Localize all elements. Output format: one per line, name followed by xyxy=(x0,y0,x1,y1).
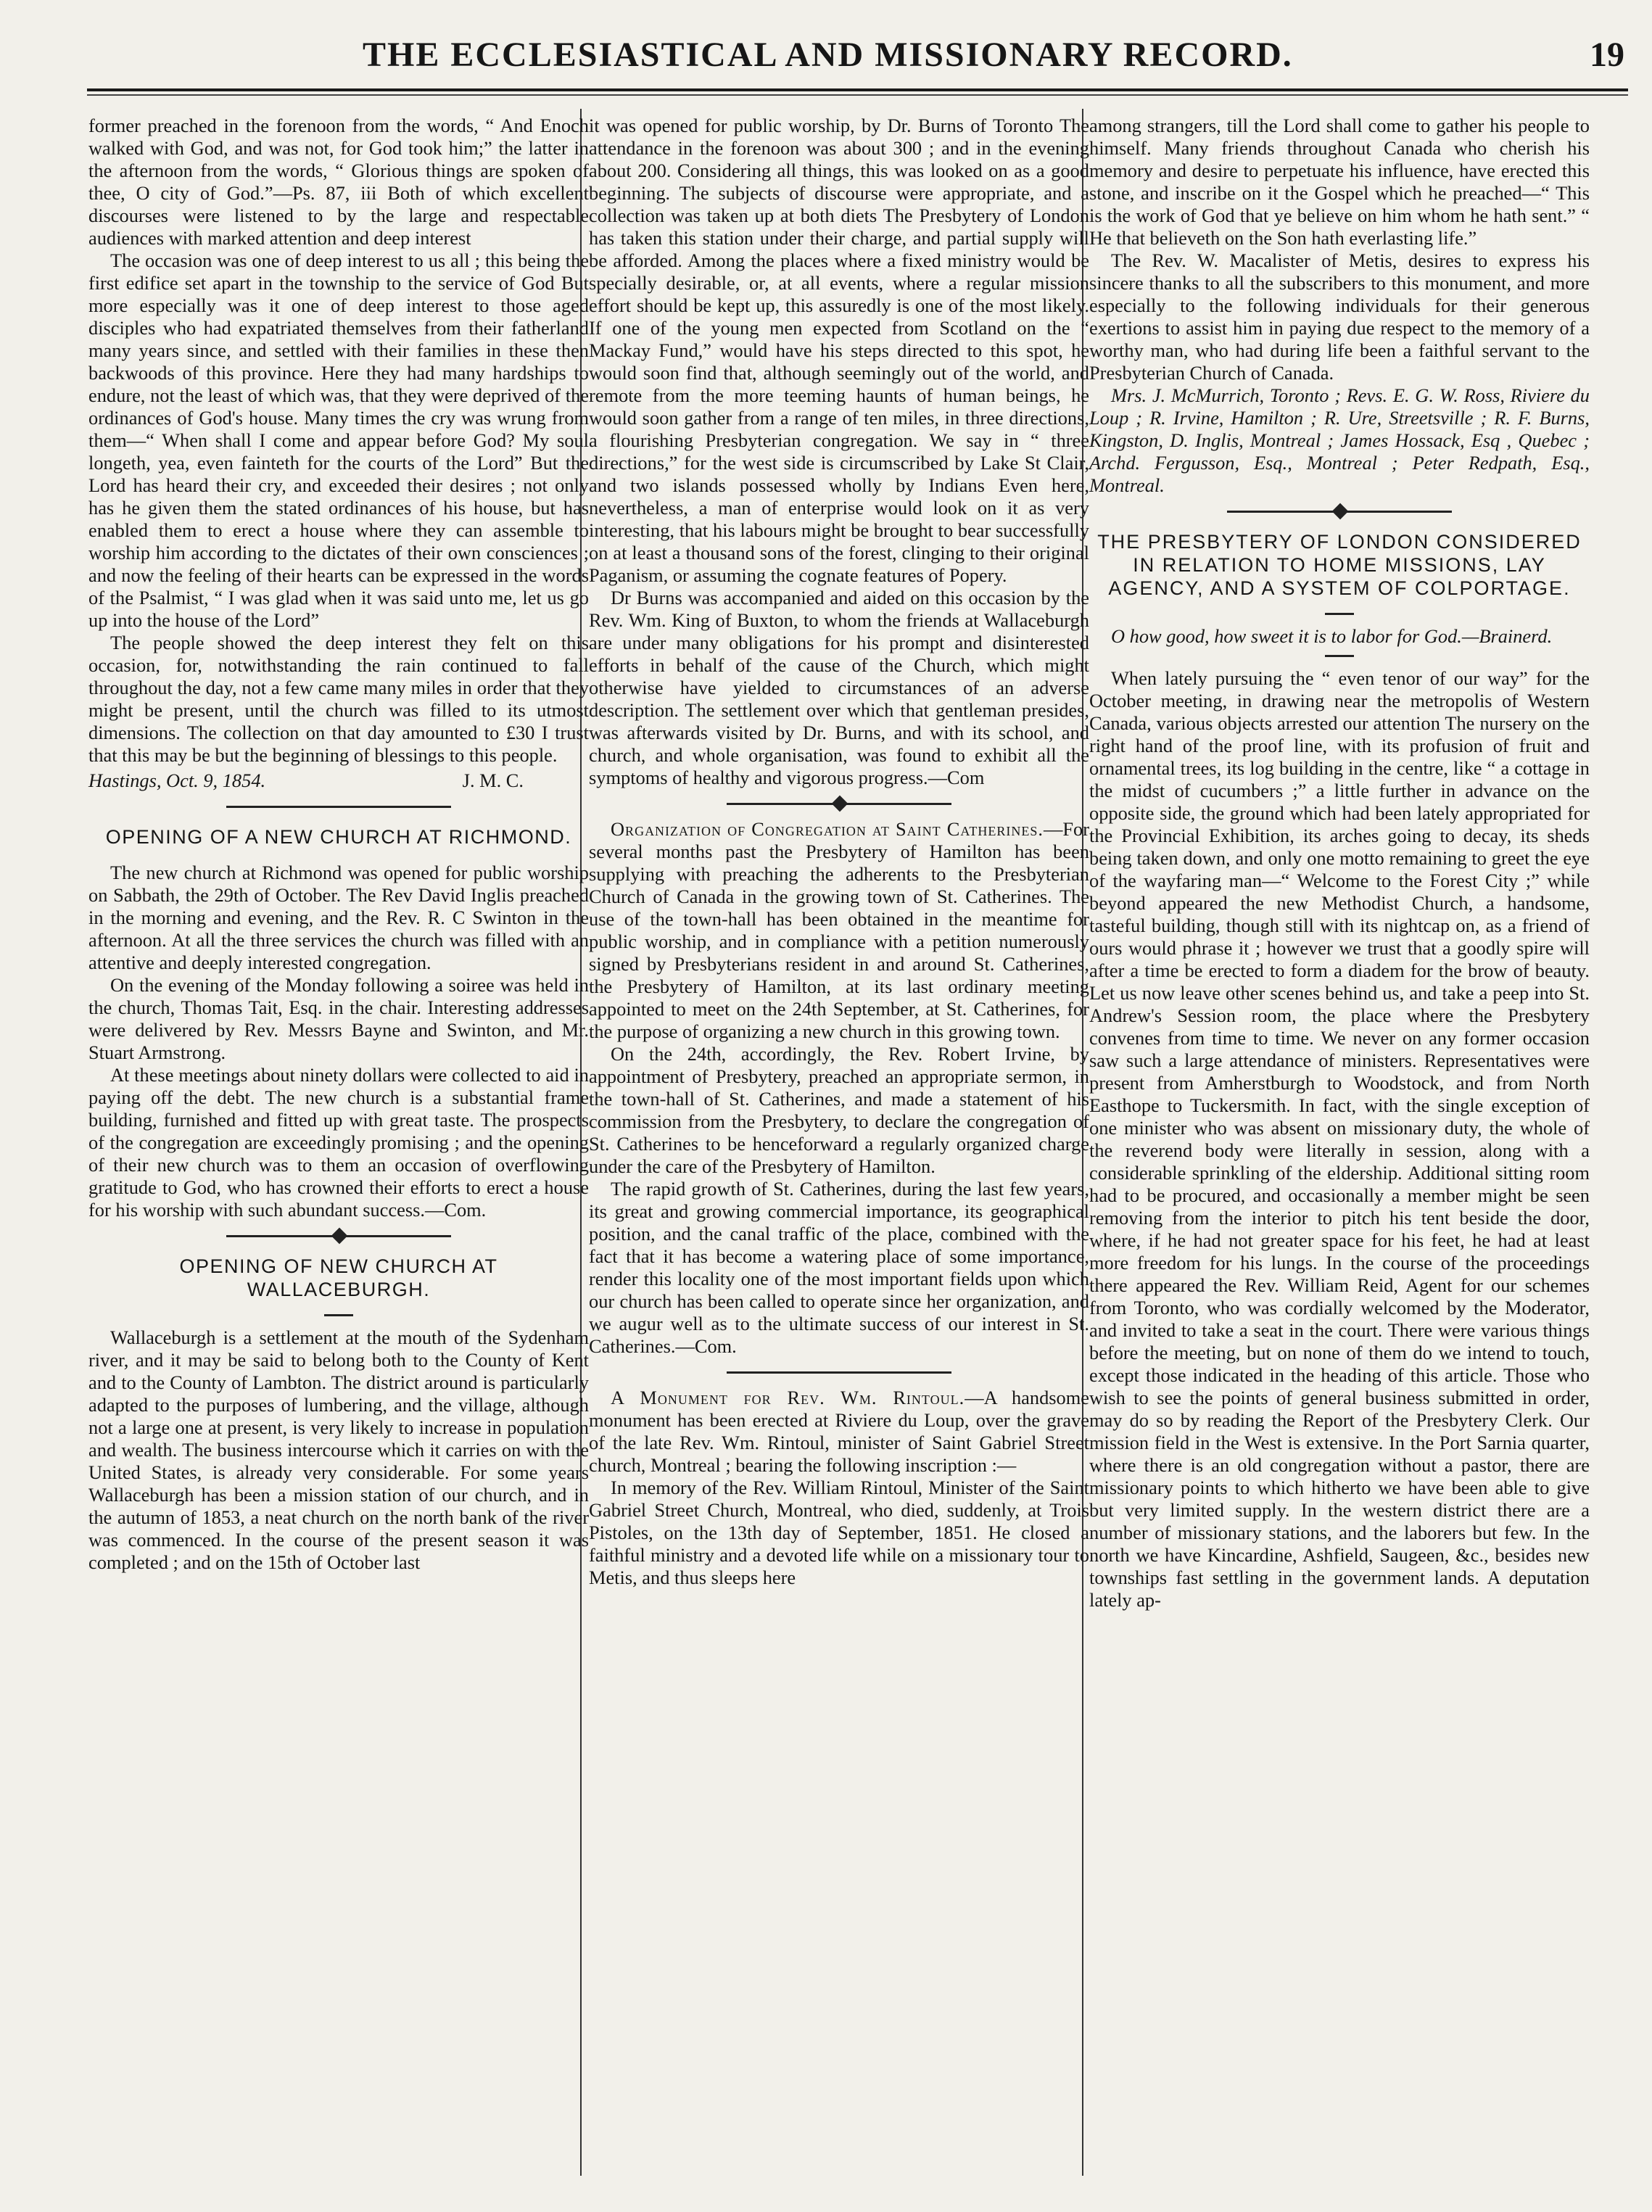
paragraph: The occasion was one of deep interest to us all ; this being the first edifice set apart in the township to the service of God But more especially was it one of deep interest to those aged disciples who had expatriated themselves from their fatherland many years since, and settled with their families in these then backwoods of this province. Here they had many hardships to endure, not the least of which was, that they were deprived of the ordinances of God's house. Many times the cry was wrung from them—“ When shall I come and appear before God? My soul longeth, yea, even fainteth for the courts of the Lord” But the Lord has heard their cry, and exceeded their desires ; not only has he given them the stated ordinances of his house, but has enabled them to erect a house where they can assemble to worship him according to the dictates of their own consciences ; and now the feeling of their hearts can be expressed in the words of the Psalmist, “ I was glad when it was said unto me, let us go up into the house of the Lord” xyxy=(88,249,589,631)
epigraph: O how good, how sweet it is to labor for God.—Brainerd. xyxy=(1111,625,1553,647)
paragraph-text: —For several months past the Presbytery of Hamilton has been supplying with preaching the adherents to the Presbyterian Church of Canada in the growing town of St. Catherines. The use of the town-hall has been obtained in the meantime for public worship, and in compliance with a petition numerously signed by Presbyterians resident in and around St. Catherines, the Presbytery of Hamilton, at its last ordinary meeting appointed to meet on the 24th September, at St. Catherines, for the purpose of organizing a new church in this growing town. xyxy=(589,818,1089,1042)
section-divider xyxy=(589,1358,1089,1387)
page-header xyxy=(87,29,1624,87)
paragraph-text: —A handsome monument has been erected at Riviere du Loup, over the grave of the late Rev. Wm. Rintoul, minister of Saint Gabriel Street church, Montreal ; bearing the following inscription :— xyxy=(589,1387,1089,1476)
article-heading-richmond: OPENING OF A NEW CHURCH AT RICHMOND. xyxy=(105,826,572,848)
paragraph: former preached in the forenoon from the words, “ And Enoch walked with God, and was not, for God took him;” the latter in the afternoon from the words, “ Glorious things are spoken of thee, O city of God.”—Ps. 87, iii Both of which excellent discourses were listened to by the large and respectable audiences with marked attention and deep interest xyxy=(88,115,589,249)
short-rule xyxy=(1325,655,1354,657)
column-2 xyxy=(589,115,1089,1589)
section-divider xyxy=(88,792,589,821)
header-rule-thin xyxy=(87,94,1628,96)
paragraph xyxy=(589,818,1089,1043)
article-heading-wallaceburgh: OPENING OF NEW CHURCH AT WALLACEBURGH. xyxy=(179,1255,498,1300)
section-divider xyxy=(589,789,1089,818)
paragraph: The Rev. W. Macalister of Metis, desires to express his sincere thanks to all the subscribers to this monument, and more especially to the following individuals for their generous exertions to assist him in paying due respect to the memory of a worthy man, who had during life been a faithful servant to the Presbyterian Church of Canada. xyxy=(1089,249,1590,384)
paragraph: In memory of the Rev. William Rintoul, Minister of the Saint Gabriel Street Church, Montreal, who died, suddenly, at Trois Pistoles, on the 13th day of September, 1851. He closed a faithful ministry and a devoted life while on a missionary tour to Metis, and thus sleeps here xyxy=(589,1477,1089,1588)
article-heading-presbytery: THE PRESBYTERY OF LONDON CONSIDERED IN RELATION TO HOME MISSIONS, LAY AGENCY, AND A SYSTEM OF COLPORTAGE. xyxy=(1097,531,1582,599)
section-divider xyxy=(1089,497,1590,526)
paragraph: The new church at Richmond was opened for public worship on Sabbath, the 29th of October. The Rev David Inglis preached in the morning and evening, and the Rev. R. C Swinton in the afternoon. At all the three services the church was filled with an attentive and deeply interested congregation. xyxy=(88,862,589,973)
short-rule xyxy=(324,1314,353,1316)
paragraph: At these meetings about ninety dollars were collected to aid in paying off the debt. The new church is a substantial frame building, furnished and fitted up with great taste. The prospects of the congregation are exceedingly promising ; and the opening of their new church was to them an occasion of overflowing gratitude to God, who has crowned their efforts to erect a house for his worship with such abundant success.—Com. xyxy=(88,1064,589,1221)
run-in-heading-st-catherines: Organization of Congregation at Saint Catherines. xyxy=(611,818,1044,840)
page-number: 19 xyxy=(1590,36,1624,74)
paragraph: among strangers, till the Lord shall come to gather his people to himself. Many friends throughout Canada who cherish his memory and desire to perpetuate his influence, have erected this stone, and inscribe on it the Gospel which he preached—“ This is the work of God that ye believe on him whom he hath sent.” “ He that believeth on the Son hath everlasting life.” xyxy=(1089,115,1590,249)
header-rule xyxy=(87,88,1628,91)
section-divider xyxy=(88,1221,589,1250)
paragraph: Dr Burns was accompanied and aided on this occasion by the Rev. Wm. King of Buxton, to whom the friends at Wallaceburgh are under many obligations for his prompt and disinterested efforts in behalf of the cause of the Church, which might otherwise have yielded to circumstances of an adverse description. The settlement over which that gentleman presides, was afterwards visited by Dr. Burns, and with its school, and church, and whole organisation, was found to exhibit all the symptoms of healthy and vigorous progress.—Com xyxy=(589,587,1089,788)
paragraph: On the 24th, accordingly, the Rev. Robert Irvine, by appointment of Presbytery, preached an appropriate sermon, in the town-hall of St. Catherines, and made a statement of his commission from the Presbytery, to declare the congregation of St. Catherines to be henceforward a regularly organized charge under the care of the Presbytery of Hamilton. xyxy=(589,1043,1089,1177)
paragraph: When lately pursuing the “ even tenor of our way” for the October meeting, in drawing near the metropolis of Western Canada, various objects arrested our attention The nursery on the right hand of the proof line, with its profusion of fruit and ornamental trees, its log building in the centre, like “ a cottage in the midst of cucumbers ;” a little further in advance on the opposite side, the ground which had been lately appropriated for the Provincial Exhibition, its arches going to decay, its sheds being taken down, and only one motto remaining to greet the eye of the wayfaring man—“ Welcome to the Forest City ;” while beyond appeared the new Methodist Church, a handsome, tasteful building, though still with its nightcap on, as a friend of ours would phrase it ; however we trust that a goodly spire will after a time be erected to form a diadem for the brow of beauty. Let us now leave other scenes behind us, and take a peep into St. Andrew's Session room, the place where the Presbytery convenes from time to time. We never on any former occasion saw such a large attendance of ministers. Representatives were present from Amherstburgh to Woodstock, and from North Easthope to Tuckersmith. In fact, with the single exception of one minister who was absent on missionary duty, the whole of the reverend body were literally in session, along with a considerable sprinkling of the eldership. Additional sitting room had to be procured, and occasionally a member might be seen removing from the interior to pitch his tent beside the door, where, if he had not greater space for his feet, he had at least more freedom for his lungs. In the course of the proceedings there appeared the Rev. William Reid, Agent for our schemes from Toronto, who was cordially welcomed by the Moderator, and invited to take a seat in the court. There were various things before the meeting, but on none of them do we intend to touch, except those indicated in the heading of this article. Those who wish to see the points of general business submitted in order, may do so by reading the Report of the Presbytery Clerk. Our mission field in the West is extensive. In the Port Sarnia quarter, where there is an old congregation without a pastor, there are missionary points to which hitherto we have been able to give but very limited supply. In the western district there are a number of missionary stations, and the laborers but few. In the north we have Kincardine, Ashfield, Saugeen, &c., besides new townships fast settling in the government lands. A deputation lately ap- xyxy=(1089,667,1590,1611)
signature-place-date: Hastings, Oct. 9, 1854. xyxy=(88,769,266,791)
paragraph: Wallaceburgh is a settlement at the mouth of the Sydenham river, and it may be said to belong both to the County of Kent and to the County of Lambton. The district around is particularly adapted to the purposes of lumbering, and the village, although not a large one at present, is very likely to increase in population and wealth. The business intercourse which it carries on with the United States, is already very considerable. For some years Wallaceburgh has been a mission station of our church, and in the autumn of 1853, a neat church on the north bank of the river was commenced. In the course of the present season it was completed ; and on the 15th of October last xyxy=(88,1326,589,1573)
column-3 xyxy=(1089,115,1590,1611)
short-rule xyxy=(1325,613,1354,615)
paragraph: On the evening of the Monday following a soiree was held in the church, Thomas Tait, Esq. in the chair. Interesting addresses were delivered by Rev. Messrs Bayne and Swinton, and Mr. Stuart Armstrong. xyxy=(88,974,589,1063)
signature-initials: J. M. C. xyxy=(462,769,524,791)
paragraph: The rapid growth of St. Catherines, during the last few years, its great and growing commercial importance, its geographical position, and the canal traffic of the place, combined with the fact that it has become a watering place of some importance, render this locality one of the most important fields upon which our church has been called to operate since her organization, and we augur well as to the ultimate success of our interest in St. Catherines.—Com. xyxy=(589,1178,1089,1357)
paragraph xyxy=(589,1387,1089,1477)
column-1 xyxy=(88,115,589,1574)
paragraph: The people showed the deep interest they felt on this occasion, for, notwithstanding the rain continued to fall throughout the day, not a few came many miles in order that they might be present, until the church was filled to its utmost dimensions. The collection on that day amounted to £30 I trust that this may be but the beginning of blessings to this people. xyxy=(88,632,589,766)
run-in-heading-monument: A Monument for Rev. Wm. Rintoul. xyxy=(611,1387,965,1408)
paragraph: Mrs. J. McMurrich, Toronto ; Revs. E. G. W. Ross, Riviere du Loup ; R. Irvine, Hamilton ; R. Ure, Streetsville ; R. F. Burns, Kingston, D. Inglis, Montreal ; James Hossack, Esq , Quebec ; Archd. Fergusson, Esq., Montreal ; Peter Redpath, Esq., Montreal. xyxy=(1089,384,1590,496)
paragraph: it was opened for public worship, by Dr. Burns of Toronto The attendance in the forenoon was about 300 ; and in the evening about 200. Considering all things, this was looked on as a good beginning. The subjects of discourse were appropriate, and a collection was taken up at both diets The Presbytery of London has taken this station under their charge, and partial supply will be afforded. Among the places where a fixed ministry would be specially desirable, or, at all events, where a regular mission effort should be kept up, this assuredly is one of the most likely. If one of the young men expected from Scotland on the “ Mackay Fund,” would have his steps directed to this spot, he would soon find that, although seemingly out of the world, and remote from the more teeming haunts of human beings, he would soon gather from a range of ten miles, in three directions, a flourishing Presbyterian congregation. We say in “ three directions,” for the west side is circumscribed by Lake St Clair, and two islands possessed wholly by Indians Even here, nevertheless, a man of enterprise would look on it as very interesting, that his labours might be brought to bear successfully on at least a thousand sons of the forest, clinging to their original Paganism, or assuming the cognate features of Popery. xyxy=(589,115,1089,586)
signature-line xyxy=(88,769,589,792)
publication-title: THE ECCLESIASTICAL AND MISSIONARY RECORD. xyxy=(363,36,1293,74)
